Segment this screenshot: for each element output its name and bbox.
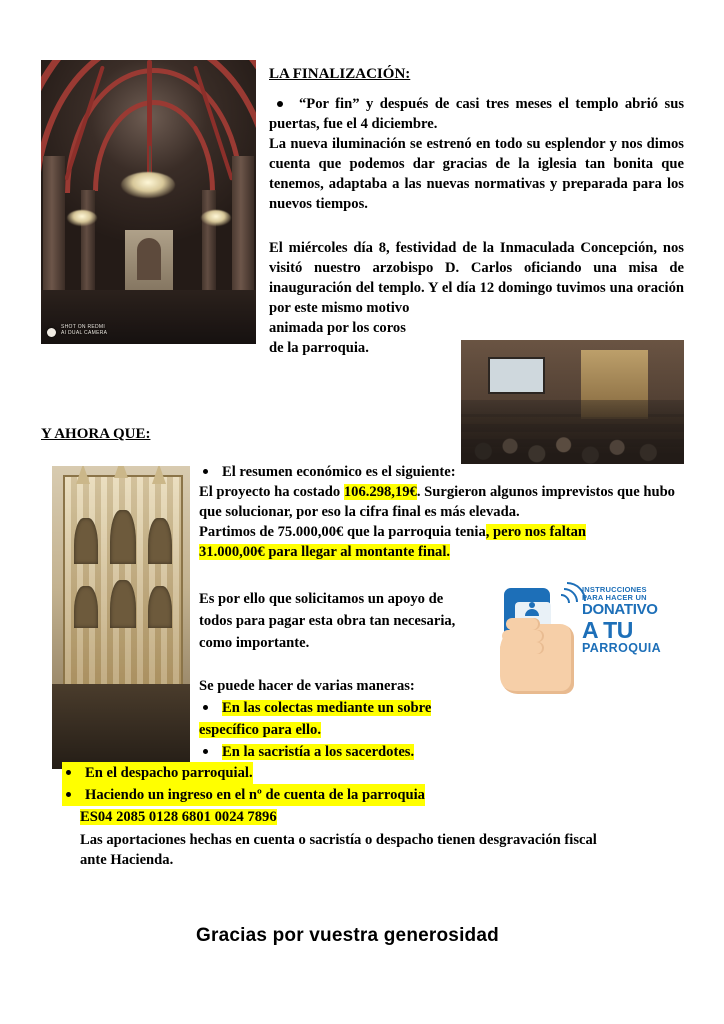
photo-church-interior (41, 60, 256, 344)
falta-highlight-2: 31.000,00€ para llegar al montante final. (199, 544, 451, 560)
parish-iban: ES04 2085 0128 6801 0024 7896 (80, 809, 277, 825)
finger-1 (506, 618, 540, 630)
donation-line-4: A TU (582, 616, 633, 643)
donation-options-2 (62, 762, 542, 828)
chandelier-left (67, 210, 97, 226)
donation-options (199, 675, 529, 763)
fiscal-line-1: Las aportaciones hechas en cuenta o sacristía o despacho tienen desgravación fiscal (80, 832, 597, 848)
total-cost-amount: 106.298,19€ (343, 484, 417, 500)
altar-spire-center (114, 466, 128, 478)
finger-2 (502, 630, 544, 642)
bullet-icon (203, 705, 208, 710)
photo-inauguration-mass (461, 340, 684, 464)
apoyo-line-2: todos para pagar esta obra tan necesaria, (199, 613, 456, 629)
section-1-paragraph-2: El miércoles día 8, festividad de la Inmaculada Concepción, nos visitó nuestro arzobispo D. Carlos oficiando una misa de inauguración del templo. Y el día 12 domingo tuvimos una oración por este mismo motivo (269, 240, 684, 316)
mass-projection-screen (488, 357, 546, 393)
section-1-paragraph-3-wrap (269, 318, 454, 358)
heading-finalizacion: LA FINALIZACIÓN: (269, 66, 411, 82)
pillar-right (232, 156, 254, 296)
watermark-line-1: SHOT ON REDMI (61, 324, 106, 330)
option-2-text: En la sacristía a los sacerdotes. (222, 744, 415, 760)
donation-line-3: DONATIVO (582, 600, 658, 618)
donation-line-1: INSTRUCCIONES (582, 585, 647, 594)
donation-option-4 (62, 784, 425, 806)
section-1-bullet-text: “Por fin” y después de casi tres meses el templo abrió sus puertas, fue el 4 diciembre. (269, 96, 684, 132)
section-1-paragraph-1: La nueva iluminación se estrenó en todo su esplendor y nos dimos cuenta que podemos dar gracias de la iglesia tan bonita que tenemos, adaptaba a las nuevas normativas y preparada para los nuevos tiempos. (269, 136, 684, 212)
chandelier-right (201, 210, 231, 226)
section-1-text (269, 94, 684, 214)
partimos-line (199, 522, 685, 542)
donation-instructions-graphic (498, 580, 698, 698)
option-1-line-1: En las colectas mediante un sobre (222, 700, 432, 716)
pillar-right-inner (202, 190, 216, 300)
apoyo-line-3: como importante. (199, 635, 310, 651)
fiscal-note (80, 830, 680, 870)
section-1-paragraph-2-wrap (269, 238, 684, 318)
project-cost-line (199, 482, 685, 522)
falta-line (199, 542, 685, 562)
bullet-icon (277, 101, 283, 107)
donation-option-1 (199, 697, 529, 719)
section-1-bullet (269, 94, 684, 134)
altar-niche-6 (148, 586, 172, 628)
donation-option-1-cont (199, 719, 529, 741)
altar-spire-left (76, 466, 90, 484)
donation-line-2: PARA HACER UN (582, 592, 647, 602)
section-1-paragraph-4: de la parroquia. (269, 340, 369, 356)
camera-watermark-dot (47, 328, 56, 337)
finger-3 (500, 642, 544, 654)
fiscal-line-2: ante Hacienda. (80, 852, 174, 868)
partimos-pre: Partimos de 75.000,00€ que la parroquia tenia (199, 524, 486, 540)
economic-summary (199, 462, 685, 562)
pillar-left (43, 156, 65, 296)
option-4-text: Haciendo un ingreso en el nº de cuenta de la parroquia (85, 787, 425, 803)
donation-option-2 (199, 741, 529, 763)
bullet-icon (66, 770, 71, 775)
pillar-left-inner (81, 190, 95, 300)
heading-y-ahora-que: Y AHORA QUE: (41, 426, 151, 442)
photo-main-altarpiece (52, 466, 190, 769)
closing-message: Gracias por vuestra generosidad (196, 925, 499, 946)
altar-spire-right (152, 466, 166, 484)
iban-line (62, 806, 542, 828)
altar-niche-5 (110, 580, 136, 628)
bullet-icon (66, 792, 71, 797)
option-1-line-2: específico para ello. (199, 722, 321, 738)
economic-bullet-text: El resumen económico es el siguiente: (222, 464, 456, 480)
maneras-intro: Se puede hacer de varias maneras: (199, 678, 415, 694)
donation-option-3 (62, 762, 253, 784)
cost-line-pre: El proyecto ha costado (199, 484, 344, 500)
support-request (199, 588, 539, 654)
option-3-text: En el despacho parroquial. (85, 765, 253, 781)
chandelier-main (121, 172, 175, 198)
camera-watermark (61, 324, 107, 336)
altar-niche-4 (74, 586, 98, 628)
altar-niche-3 (148, 518, 172, 564)
bullet-icon (203, 469, 208, 474)
bullet-icon (203, 749, 208, 754)
donation-line-5: PARROQUIA (582, 640, 662, 655)
altar-niche-2 (110, 510, 136, 564)
donation-text-block (582, 586, 698, 655)
altar-niche-1 (74, 518, 98, 564)
cost-line-post: . Surgieron algunos imprevistos que hubo que solucionar, por eso la cifra final es más elevada. (199, 484, 675, 520)
economic-bullet (199, 462, 685, 482)
apse-niche (137, 238, 161, 280)
watermark-line-2: AI DUAL CAMERA (61, 330, 108, 336)
apoyo-line-1: Es por ello que solicitamos un apoyo de (199, 591, 444, 607)
falta-highlight-1: , pero nos faltan (485, 524, 587, 540)
section-1-paragraph-3: animada por los coros (269, 320, 406, 336)
mass-congregation (461, 400, 684, 464)
altar-foreground (52, 684, 190, 769)
